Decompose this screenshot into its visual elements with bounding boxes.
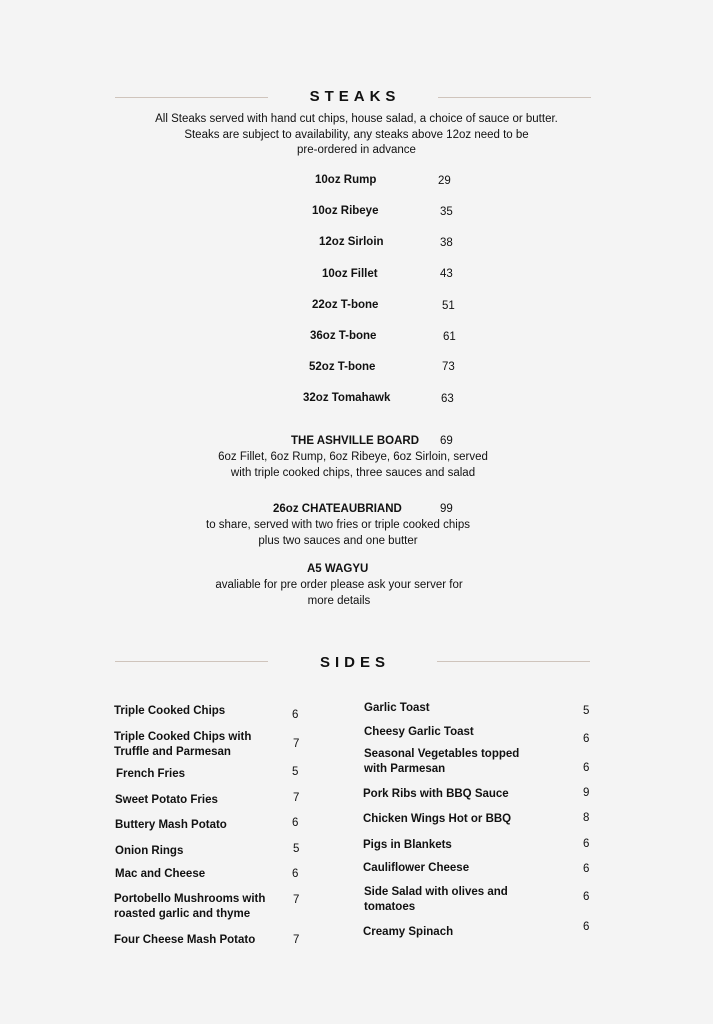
steak-item-price: 73 [442, 361, 455, 373]
side-item-price: 6 [292, 868, 299, 880]
side-item-price: 5 [583, 705, 590, 717]
steak-item-price: 35 [440, 206, 453, 218]
desc-line: with triple cooked chips, three sauces and salad [230, 466, 476, 479]
steaks-intro-line: pre-ordered in advance [297, 144, 416, 156]
side-item-name: Cheesy Garlic Toast [364, 726, 474, 738]
steak-item-price: 61 [443, 331, 456, 343]
side-item-price: 6 [292, 817, 299, 829]
steak-item-price: 63 [441, 393, 454, 405]
sides-rule-left [115, 661, 268, 662]
side-item-name: Triple Cooked Chips [114, 705, 226, 717]
desc-line: plus two sauces and one butter [258, 534, 418, 547]
side-item-name: Pigs in Blankets [363, 839, 452, 851]
side-item-name: Portobello Mushrooms with roasted garlic and thyme [114, 893, 266, 920]
steak-item-price: 38 [440, 237, 453, 249]
side-item-name: Triple Cooked Chips with Truffle and Parmesan [114, 731, 252, 758]
side-item-price: 7 [293, 894, 300, 906]
side-item-price: 5 [292, 766, 299, 778]
side-item-price: 5 [293, 843, 300, 855]
steak-item-name: 12oz Sirloin [319, 236, 384, 248]
side-item-price: 7 [293, 934, 300, 946]
side-item-price: 9 [583, 787, 590, 799]
desc-line: to share, served with two fries or triple cooked chips [206, 519, 470, 531]
side-item-name: Buttery Mash Potato [115, 819, 227, 831]
side-item-name: Four Cheese Mash Potato [114, 934, 256, 946]
side-item-name: Seasonal Vegetables topped with Parmesan [364, 748, 520, 775]
steaks-intro-line: Steaks are subject to availability, any steaks above 12oz need to be [184, 128, 529, 141]
steaks-rule-right [438, 97, 591, 98]
chateaubriand-name: 26oz CHATEAUBRIAND [273, 503, 402, 515]
side-item-price: 6 [583, 891, 590, 903]
side-item-price: 6 [583, 733, 590, 745]
side-item-price: 6 [583, 762, 590, 774]
ashville-board-price: 69 [440, 435, 453, 447]
side-item-price: 6 [292, 709, 299, 721]
ashville-board-name: THE ASHVILLE BOARD [291, 435, 419, 447]
steak-item-name: 36oz T-bone [310, 330, 377, 342]
sides-rule-right [437, 661, 590, 662]
steak-item-name: 52oz T-bone [309, 361, 376, 373]
steak-item-name: 22oz T-bone [312, 299, 379, 311]
side-item-price: 6 [583, 838, 590, 850]
steak-item-name: 32oz Tomahawk [303, 392, 391, 404]
ashville-board-desc [153, 450, 553, 481]
steaks-intro [100, 112, 613, 159]
side-item-name: Onion Rings [115, 845, 184, 857]
steaks-intro-line: All Steaks served with hand cut chips, house salad, a choice of sauce or butter. [155, 113, 558, 125]
desc-line: avaliable for pre order please ask your server for [215, 579, 463, 591]
steak-item-price: 43 [440, 268, 453, 280]
steak-item-price: 51 [442, 300, 455, 312]
steak-item-name: 10oz Ribeye [312, 205, 379, 217]
side-item-price: 7 [293, 738, 300, 750]
steak-item-name: 10oz Rump [315, 174, 377, 186]
steak-item-name: 10oz Fillet [322, 268, 378, 280]
wagyu-name: A5 WAGYU [307, 563, 369, 575]
side-item-name: Cauliflower Cheese [363, 862, 470, 874]
desc-line: more details [307, 594, 371, 607]
side-item-price: 8 [583, 812, 590, 824]
side-item-price: 7 [293, 792, 300, 804]
sides-heading: SIDES [319, 654, 390, 671]
steak-item-price: 29 [438, 175, 451, 187]
side-item-name: Chicken Wings Hot or BBQ [363, 813, 512, 825]
side-item-name: Pork Ribs with BBQ Sauce [363, 788, 509, 800]
side-item-name: French Fries [116, 768, 186, 780]
side-item-price: 6 [583, 863, 590, 875]
side-item-name: Mac and Cheese [115, 868, 206, 880]
side-item-name: Side Salad with olives and tomatoes [364, 886, 508, 913]
side-item-name: Sweet Potato Fries [115, 794, 218, 806]
desc-line: 6oz Fillet, 6oz Rump, 6oz Ribeye, 6oz Sirloin, served [218, 451, 488, 463]
steaks-heading: STEAKS [309, 88, 401, 105]
chateaubriand-price: 99 [440, 503, 453, 515]
wagyu-desc [139, 578, 539, 609]
side-item-price: 6 [583, 921, 590, 933]
chateaubriand-desc [138, 518, 538, 549]
side-item-name: Creamy Spinach [363, 926, 454, 938]
steaks-rule-left [115, 97, 268, 98]
side-item-name: Garlic Toast [364, 702, 430, 714]
